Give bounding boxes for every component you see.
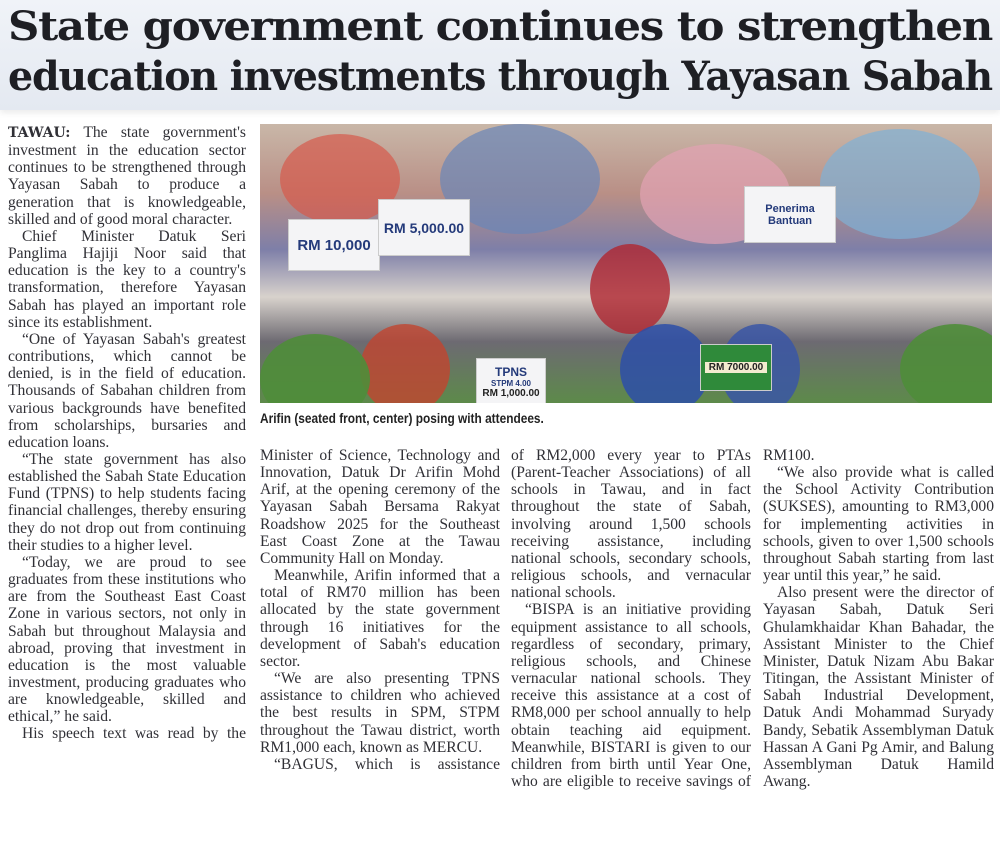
sign-text: RM 7000.00 (705, 362, 767, 373)
article-paragraph (8, 554, 246, 726)
article-column-4 (763, 447, 994, 790)
sign-rm10000 (288, 219, 380, 271)
article-paragraph (260, 756, 500, 773)
paragraph-text: Meanwhile, Arifin informed that a total of RM70 million has been allocated by the state government through 16 initiatives for the development of Sabah's education sector. (260, 567, 500, 670)
sign-text: STPM 4.00 (490, 378, 531, 388)
article-paragraph (260, 567, 500, 670)
sign-tpns (476, 358, 546, 403)
article-paragraph (511, 447, 751, 601)
paragraph-text: “Today, we are proud to see graduates from these institutions who are from the Southeast East Coast Zone in various sectors, not only in Sabah but throughout Malaysia and abroad, proving that investment in education is the most valuable investment, producing graduates who are knowledgeable, skilled and ethical,” he said. (8, 553, 246, 726)
headline-line-1: State government continues to strengthen (8, 3, 992, 50)
paragraph-text: RM100. (763, 447, 815, 464)
article-paragraph (260, 447, 500, 567)
article-column-2 (260, 447, 500, 773)
article-paragraph (511, 601, 751, 790)
article-paragraph (8, 228, 246, 331)
article-paragraph (8, 451, 246, 554)
paragraph-text: “We are also presenting TPNS assistance to children who achieved the best results in SPM, STPM throughout the Tawau district, worth RM1,000 each, known as MERCU. (260, 670, 500, 756)
paragraph-text: “BISPA is an initiative providing equipment assistance to all schools, regardless of secondary, primary, religious schools, and Chinese vernacular national schools. They receive this assistance at a cost of RM8,000 per school annually to help obtain teaching aid equipment. Meanwhile, BISTARI is given to our children from birth until Year One, who are eligible to receive savings of (511, 601, 751, 790)
sign-rm7000 (700, 344, 772, 391)
sign-text: RM 1,000.00 (482, 387, 540, 399)
paragraph-text: Chief Minister Datuk Seri Panglima Hajiji Noor said that education is the key to a country's transformation, therefore Yayasan Sabah has played an important role since its establishment. (8, 227, 246, 331)
sign-text: RM 10,000 (297, 236, 371, 254)
sign-rm5000 (378, 199, 470, 256)
paragraph-text: The state government's investment in the education sector continues to be strengthened through Yayasan Sabah to produce a generation that is knowledgeable, skilled and of good moral character. (8, 124, 246, 228)
news-photo (260, 124, 992, 403)
paragraph-text: “One of Yayasan Sabah's greatest contributions, which cannot be denied, is in the field of education. Thousands of Sabahan children from various backgrounds have benefited from scholarships, bursaries and education loans. (8, 330, 246, 451)
paragraph-text: of RM2,000 every year to PTAs (Parent-Teacher Associations) of all schools in Tawau, and in fact throughout the state of Sabah, involving around 1,500 schools receiving assistance, including national schools, secondary schools, religious schools, and vernacular national schools. (511, 447, 751, 602)
paragraph-text: “The state government has also established the Sabah State Education Fund (TPNS) to help students facing financial challenges, thereby ensuring they do not drop out from continuing their studies to a higher level. (8, 450, 246, 554)
paragraph-text: Minister of Science, Technology and Innovation, Datuk Dr Arifin Mohd Arif, at the opening ceremony of the Yayasan Sabah Bersama Rakyat Roadshow 2025 for the Southeast East Coast Zone at the Tawau Community Hall on Monday. (260, 447, 500, 567)
sign-text: TPNS (494, 364, 527, 379)
article-column-3 (511, 447, 751, 790)
sign-text: Penerima Bantuan (765, 202, 815, 227)
paragraph-text: “BAGUS, which is assistance (274, 755, 500, 773)
dateline: TAWAU: (8, 125, 71, 141)
article-paragraph (763, 584, 994, 790)
article-column-1 (8, 124, 246, 743)
paragraph-text: “We also provide what is called the School Activity Contribution (SUKSES), amounting to RM3,000 for implementing activities in schools, given to over 1,500 schools throughout Sabah starting from last year until this year,” he said. (763, 464, 994, 585)
article-paragraph (763, 447, 994, 464)
paragraph-text: His speech text was read by the (22, 725, 246, 743)
article-paragraph (8, 725, 246, 742)
article-paragraph (260, 670, 500, 756)
photo-caption: Arifin (seated front, center) posing with attendees. (260, 411, 544, 426)
sign-penerima-bantuan (744, 186, 836, 243)
headline (8, 2, 998, 102)
article-paragraph (8, 124, 246, 228)
sign-text: RM 5,000.00 (383, 219, 465, 236)
article-paragraph (763, 464, 994, 584)
paragraph-text: Also present were the director of Yayasan Sabah, Datuk Seri Ghulamkhaidar Khan Bahadar, the Assistant Minister to the Chief Minister, Datuk Nizam Abu Bakar Titingan, the Assistant Minister of Sabah Industrial Development, Datuk Andi Mohammad Suryady Bandy, Sebatik Assemblyman Datuk Hassan A Gani Pg Amir, and Balung Assemblyman Datuk Hamild Awang. (763, 584, 994, 790)
headline-line-2: education investments through Yayasan Sabah (8, 53, 992, 100)
article-paragraph (8, 331, 246, 451)
